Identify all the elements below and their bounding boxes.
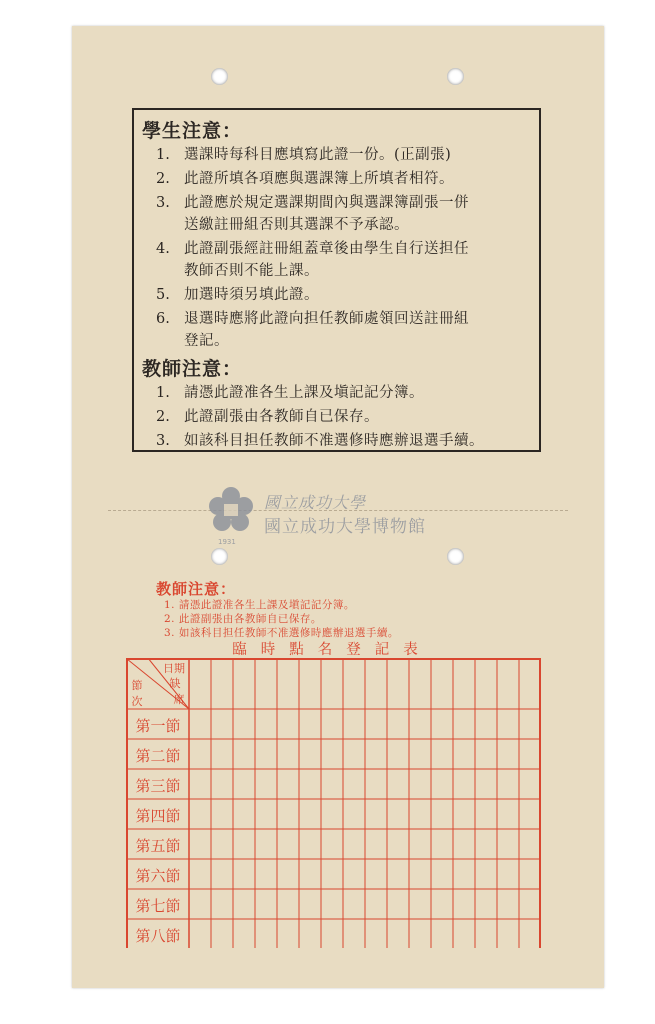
teachers-notice-title: 教師注意：: [142, 358, 243, 380]
notice-item-number: 4.: [156, 241, 170, 257]
punch-hole: [447, 68, 464, 85]
red-teachers-notice-title: 教師注意：: [156, 580, 237, 598]
watermark-script-text: 國立成功大學: [264, 493, 367, 512]
red-teachers-notice-item: 3. 如該科目担任教師不准選修時應辦退選手續。: [164, 627, 399, 639]
notice-item: [156, 284, 536, 306]
notice-item-text: 此證所填各項應與選課簿上所填者相符。: [184, 171, 454, 187]
notice-item-text: 退選時應將此證向担任教師處領回送註冊組 登記。: [184, 311, 469, 349]
attendance-table-title: 臨時點名登記表: [232, 642, 432, 658]
header-date-label: 日期: [163, 662, 185, 675]
period-row-label: 第七節: [135, 897, 181, 915]
notice-item: [156, 192, 536, 236]
notice-item-text: 如該科目担任教師不准選修時應辦退選手續。: [184, 433, 484, 449]
notice-item: [156, 238, 536, 282]
watermark-name: 國立成功大學博物館: [264, 517, 426, 537]
period-row-label: 第四節: [135, 807, 181, 825]
notice-item-text: 加選時須另填此證。: [184, 287, 319, 303]
notice-item: [156, 382, 536, 404]
header-absent-label: 席: [173, 693, 185, 706]
notice-item-text: 選課時每科目應填寫此證一份。(正副張): [184, 147, 452, 163]
period-row-label: 第三節: [135, 777, 181, 795]
header-absent-label: 缺: [169, 677, 181, 690]
notice-item-number: 6.: [156, 311, 170, 327]
notice-item-number: 1.: [156, 385, 170, 401]
students-notice-title: 學生注意：: [142, 120, 243, 142]
notice-item: [156, 406, 536, 428]
period-row-label: 第一節: [135, 717, 181, 735]
notice-item-number: 1.: [156, 147, 170, 163]
notice-item-text: 此證副張由各教師自已保存。: [184, 409, 379, 425]
notice-item-number: 2.: [156, 409, 170, 425]
notice-item: [156, 168, 536, 190]
period-row-label: 第八節: [135, 927, 181, 945]
period-row-label: 第六節: [135, 867, 181, 885]
notice-item-number: 3.: [156, 433, 170, 449]
period-row-label: 第五節: [135, 837, 181, 855]
header-period-label: 節: [131, 679, 143, 692]
notice-item-number: 3.: [156, 195, 170, 211]
attendance-table: [126, 658, 542, 948]
notice-item-number: 5.: [156, 287, 170, 303]
watermark-year: 1931: [218, 538, 236, 546]
notice-item-number: 2.: [156, 171, 170, 187]
punch-hole: [211, 68, 228, 85]
red-teachers-notice-item: 1. 請憑此證准各生上課及塡記記分簿。: [164, 599, 355, 611]
header-period-label: 次: [131, 695, 143, 708]
red-teachers-notice-item: 2. 此證副張由各教師自已保存。: [164, 613, 322, 625]
notice-item-text: 此證副張經註冊組蓋章後由學生自行送担任 教師否則不能上課。: [184, 241, 469, 279]
registration-card-paper: [72, 26, 604, 988]
notice-box: [132, 108, 541, 452]
period-row-label: 第二節: [135, 747, 181, 765]
notice-item: [156, 430, 536, 452]
notice-item: [156, 144, 536, 166]
museum-watermark: [208, 482, 468, 562]
notice-item: [156, 308, 536, 352]
notice-item-text: 請憑此證准各生上課及塡記記分簿。: [184, 385, 424, 401]
notice-item-text: 此證應於規定選課期間內與選課簿副張一併 送繳註冊組否則其選課不予承認。: [184, 195, 469, 233]
plum-blossom-seal-icon: [208, 486, 254, 540]
